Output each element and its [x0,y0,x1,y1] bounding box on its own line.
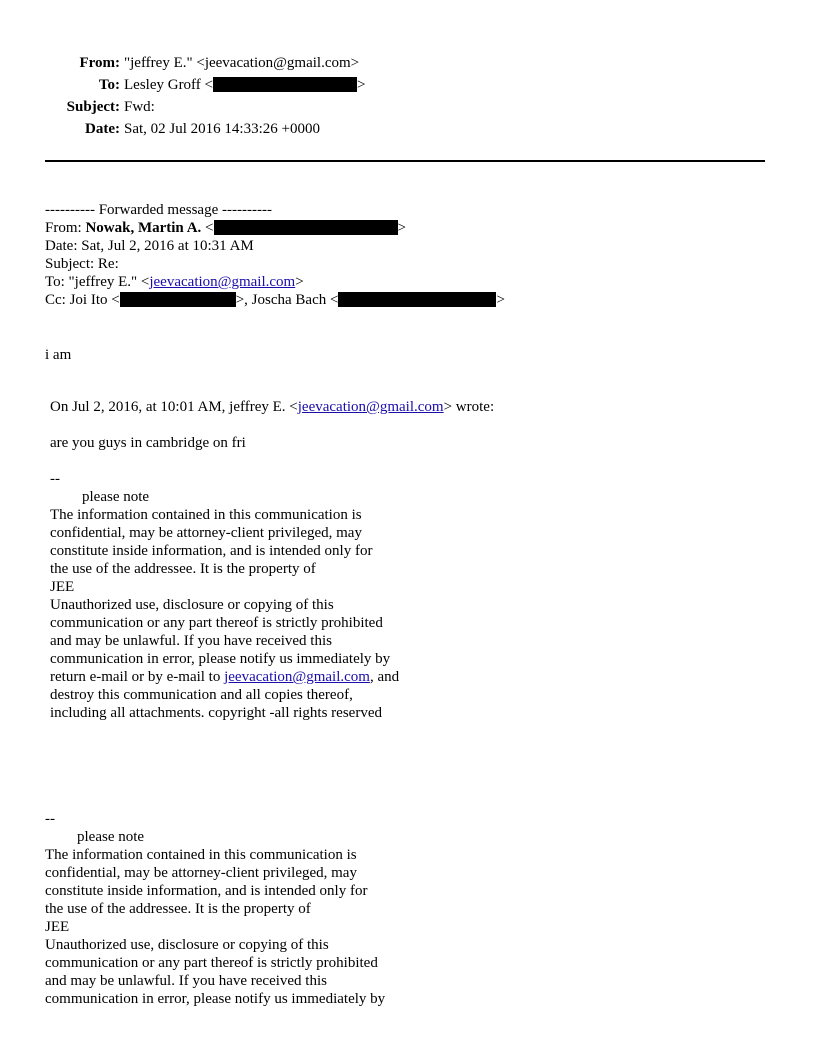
forward-to-email-link[interactable]: jeevacation@gmail.com [149,274,296,290]
redaction-bar [338,292,496,307]
from-label: From: [79,55,120,71]
forward-cc-mid: >, Joscha Bach < [235,292,339,308]
quoted-disclaimer-line: the use of the addressee. It is the property of [50,561,316,577]
quoted-disclaimer-line: confidential, may be attorney-client privileged, may [50,525,362,541]
signature-line: JEE [45,919,70,935]
quoted-disclaimer-line: communication or any part thereof is strictly prohibited [50,615,383,631]
to-value [124,76,365,94]
return-email-link[interactable]: jeevacation@gmail.com [224,669,370,685]
quoted-tail-line: including all attachments. copyright -all rights reserved [50,705,382,721]
forward-to-prefix: To: "jeffrey E." < [45,274,150,290]
quoted-sig-note: please note [82,489,150,505]
forward-from-line [45,219,406,237]
attribution-suffix: > wrote: [443,399,495,415]
subject-label: Subject: [66,99,120,115]
attribution-prefix: On Jul 2, 2016, at 10:01 AM, jeffrey E. < [50,399,298,415]
quoted-disclaimer-line: Unauthorized use, disclosure or copying of this [50,597,334,613]
signature-line: the use of the addressee. It is the property of [45,901,311,917]
return-prefix: return e-mail or by e-mail to [50,669,225,685]
attribution-email-link[interactable]: jeevacation@gmail.com [297,399,444,415]
redaction-bar [213,77,357,92]
forward-from-open: < [201,220,214,236]
quoted-sig-dashes: -- [50,471,60,487]
redaction-bar [214,220,398,235]
quoted-tail-line: destroy this communication and all copies thereof, [50,687,353,703]
header-divider [45,160,765,162]
forward-date-line: Date: Sat, Jul 2, 2016 at 10:31 AM [45,238,254,254]
to-label: To: [98,77,120,93]
signature-note: please note [77,829,145,845]
forward-to-line [45,273,304,291]
date-value: Sat, 02 Jul 2016 14:33:26 +0000 [124,121,320,137]
signature-line: communication in error, please notify us immediately by [45,991,386,1007]
signature-line: and may be unlawful. If you have received this [45,973,327,989]
quoted-return-line [50,668,399,686]
reply-body: i am [45,347,72,363]
to-name: Lesley Groff < [124,77,213,93]
forward-from-close: > [397,220,406,236]
quoted-message-text: are you guys in cambridge on fri [50,435,246,451]
quoted-disclaimer-line: JEE [50,579,75,595]
forward-cc-close: > [496,292,505,308]
forward-separator: ---------- Forwarded message ---------- [45,202,272,218]
return-suffix: , and [369,669,400,685]
quoted-disclaimer-line: The information contained in this communication is [50,507,362,523]
forward-cc-line [45,291,505,309]
quoted-disclaimer-line: constitute inside information, and is intended only for [50,543,373,559]
forward-from-name: Nowak, Martin A. [85,220,202,236]
signature-line: communication or any part thereof is strictly prohibited [45,955,378,971]
signature-line: Unauthorized use, disclosure or copying of this [45,937,329,953]
quoted-disclaimer-line: and may be unlawful. If you have received this [50,633,332,649]
signature-line: The information contained in this communication is [45,847,357,863]
forward-subject-line: Subject: Re: [45,256,119,272]
to-close: > [357,77,366,93]
forward-cc-prefix: Cc: Joi Ito < [45,292,120,308]
quoted-disclaimer-line: communication in error, please notify us immediately by [50,651,391,667]
signature-dashes: -- [45,811,55,827]
subject-value: Fwd: [124,99,155,115]
from-value: "jeffrey E." <jeevacation@gmail.com> [124,55,360,71]
redaction-bar [120,292,236,307]
date-label: Date: [85,121,120,137]
forward-to-close: > [295,274,304,290]
quote-attribution [50,398,494,416]
forward-from-prefix: From: [45,220,86,236]
signature-line: confidential, may be attorney-client privileged, may [45,865,357,881]
signature-line: constitute inside information, and is intended only for [45,883,368,899]
